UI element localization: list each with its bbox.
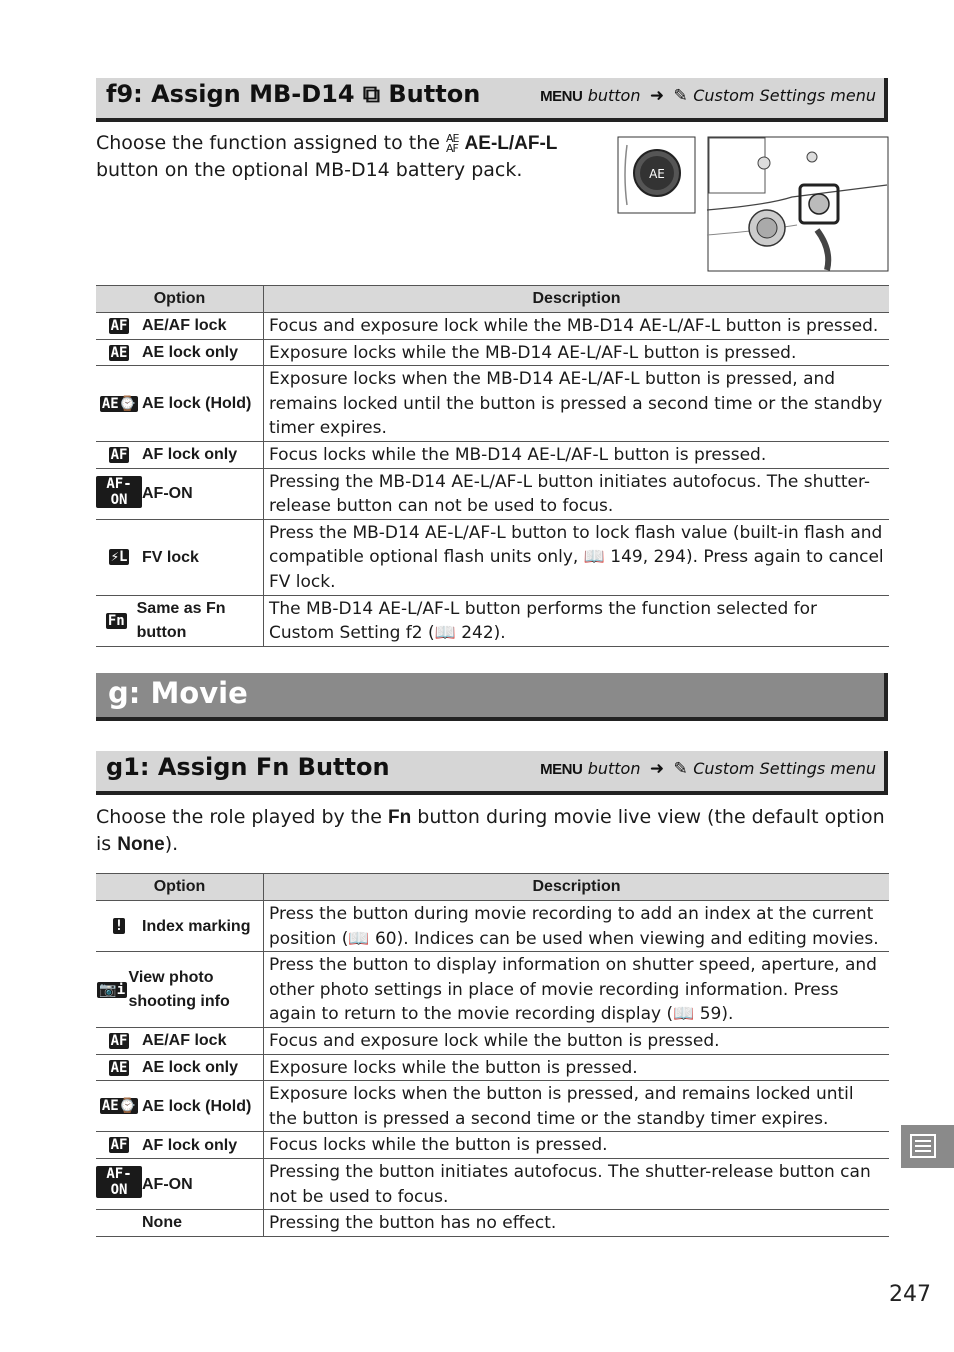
table-row [96,366,889,442]
g1-menu-path [540,759,876,779]
option-description: Press the button during movie recording to add an index at the current position (📖 60). Indices can be used when viewing and editing movies. [264,901,890,952]
option-description: Focus and exposure lock while the button is pressed. [264,1027,890,1054]
table-row [96,1027,889,1054]
FV-lock-icon [96,545,142,570]
option-label: AE lock (Hold) [142,395,252,413]
arrow-icon: ➜ [649,759,665,779]
f9-menu-path [540,86,876,106]
column-header-option: Option [96,874,264,901]
g1-intro-text-2: button during movie live view (the default option is [96,806,885,855]
button-word: button [587,759,641,778]
AF-ON-icon [96,1166,142,1203]
g1-options-table [96,873,889,1237]
icon-glyph: AF-ON [96,1166,142,1198]
g-movie-title: g: Movie [108,676,248,710]
menu-button-label: MENU [540,88,583,105]
AE-lock-icon [96,341,142,366]
pencil-icon: ✎ [673,86,688,106]
table-header-row [96,874,889,901]
option-description: Pressing the MB-D14 AE-L/AF-L button initiates autofocus. The shutter-release button can not be used to focus. [264,468,890,519]
icon-glyph: AE⌚ [101,1098,137,1115]
icon-glyph: 📷i [99,981,126,998]
option-cell [96,1210,264,1237]
column-header-description: Description [264,874,890,901]
option-description: Focus and exposure lock while the MB-D14 AE-L/AF-L button is pressed. [264,313,890,340]
custom-settings-menu-icon [910,1134,936,1158]
option-description: Press the MB-D14 AE-L/AF-L button to lock flash value (built-in flash and compatible optional flash units only, 📖 149, 294). Press again to cancel FV lock. [264,519,890,595]
table-row [96,952,889,1028]
icon-glyph: AE [110,344,128,361]
f9-intro [96,130,566,184]
ae-l-af-l-button-name: AE-L/AF-L [464,133,558,154]
option-description: Exposure locks while the button is pressed. [264,1054,890,1081]
option-description: Press the button to display information on shutter speed, aperture, and other photo settings in place of movie recording information. Press again to return to the movie recording display (📖 59). [264,952,890,1028]
option-cell [96,952,264,1028]
custom-settings-side-tab [901,1125,954,1168]
g1-intro-text: Choose the role played by the [96,806,382,828]
menu-button-label: MENU [540,761,583,778]
option-label: Same as Fn button [136,600,226,642]
table-row [96,1081,889,1132]
AF-lock-icon [96,443,142,468]
option-label: AF lock only [142,446,238,464]
option-cell [96,366,264,442]
g1-section-header [96,751,888,795]
option-cell [96,1054,264,1081]
page-number: 247 [889,1282,931,1307]
fn-button-name: Fn [388,807,412,828]
option-description: Focus locks while the button is pressed. [264,1132,890,1159]
Fn-icon [96,609,137,634]
option-cell [96,901,264,952]
option-cell [96,1158,264,1209]
option-label: None [142,1214,182,1232]
option-label: AE/AF lock [142,1032,227,1050]
table-row [96,441,889,468]
table-header-row [96,286,889,313]
f9-section-header [96,78,888,122]
AF-ON-icon [96,476,142,513]
custom-settings-menu-label: Custom Settings menu [693,86,876,105]
photo-info-icon [96,978,128,1003]
g1-intro-text-3: ). [164,833,179,855]
AE-lock-hold-icon [96,1094,142,1119]
icon-glyph: AF [110,318,128,334]
icon-glyph: AE⌚ [101,395,137,412]
f9-options-table [96,285,889,647]
pencil-icon: ✎ [673,759,688,779]
option-label: AF-ON [142,485,193,503]
ae-af-lock-icon: AE AF [446,131,459,155]
g1-title: g1: Assign Fn Button [106,753,390,781]
f9-title: f9: Assign MB-D14 ⧉ Button [106,80,481,108]
AE/AF-lock-icon [96,1029,142,1054]
AE-lock-icon [96,1056,142,1081]
option-label: AF lock only [142,1136,238,1154]
index-marking-icon [96,914,142,939]
button-word: button [587,86,641,105]
custom-settings-menu-label: Custom Settings menu [693,759,876,778]
f9-intro-text: Choose the function assigned to the [96,132,440,154]
arrow-icon: ➜ [649,86,665,106]
option-description: Pressing the button has no effect. [264,1210,890,1237]
table-row [96,1210,889,1237]
option-cell [96,1027,264,1054]
icon-glyph: AF [110,1032,128,1049]
option-label: AE lock only [142,1058,239,1076]
option-description: Focus locks while the MB-D14 AE-L/AF-L button is pressed. [264,441,890,468]
option-label: AF-ON [142,1175,193,1193]
icon-glyph: ! [114,918,124,935]
option-cell [96,1132,264,1159]
column-header-option: Option [96,286,264,313]
option-label: View photo shooting info [128,969,230,1011]
column-header-description: Description [264,286,890,313]
default-option-none: None [117,834,165,855]
option-cell [96,313,264,340]
table-row [96,595,889,646]
option-label: AE lock only [142,343,239,361]
table-row [96,339,889,366]
table-row [96,313,889,340]
icon-glyph: ⚡L [110,549,128,566]
mb-d14-button-illustration [617,135,889,272]
table-row [96,1132,889,1159]
icon-glyph: AF [110,446,128,463]
option-cell [96,1081,264,1132]
table-row [96,901,889,952]
table-row [96,519,889,595]
option-cell [96,441,264,468]
option-description: Exposure locks when the MB-D14 AE-L/AF-L button is pressed, and remains locked until the button is pressed a second time or the standby timer expires. [264,366,890,442]
AE-lock-hold-icon [96,392,142,417]
option-label: FV lock [142,548,199,566]
table-row [96,1158,889,1209]
AE/AF-lock-icon [96,314,142,339]
icon-glyph: AF-ON [96,476,142,508]
icon-glyph: AE [110,1059,128,1076]
option-cell [96,519,264,595]
svg-text:AE: AE [649,167,665,181]
option-description: The MB-D14 AE-L/AF-L button performs the function selected for Custom Setting f2 (📖 242). [264,595,890,646]
option-cell [96,468,264,519]
g1-intro [96,804,891,858]
f9-intro-text-2: button on the optional MB-D14 battery pack. [96,159,523,181]
table-row [96,1054,889,1081]
g-movie-section-bar [96,673,888,721]
option-cell [96,339,264,366]
option-description: Exposure locks when the button is pressed, and remains locked until the button is pressed a second time or the standby timer expires. [264,1081,890,1132]
option-label: AE lock (Hold) [142,1097,252,1115]
option-cell [96,595,264,646]
option-label: AE/AF lock [142,317,227,335]
table-row [96,468,889,519]
AF-lock-icon [96,1133,142,1158]
icon-glyph: AF [110,1137,128,1154]
option-description: Pressing the button initiates autofocus. The shutter-release button can not be used to focus. [264,1158,890,1209]
icon-glyph: Fn [107,612,125,629]
option-label: Index marking [142,917,251,935]
option-description: Exposure locks while the MB-D14 AE-L/AF-L button is pressed. [264,339,890,366]
